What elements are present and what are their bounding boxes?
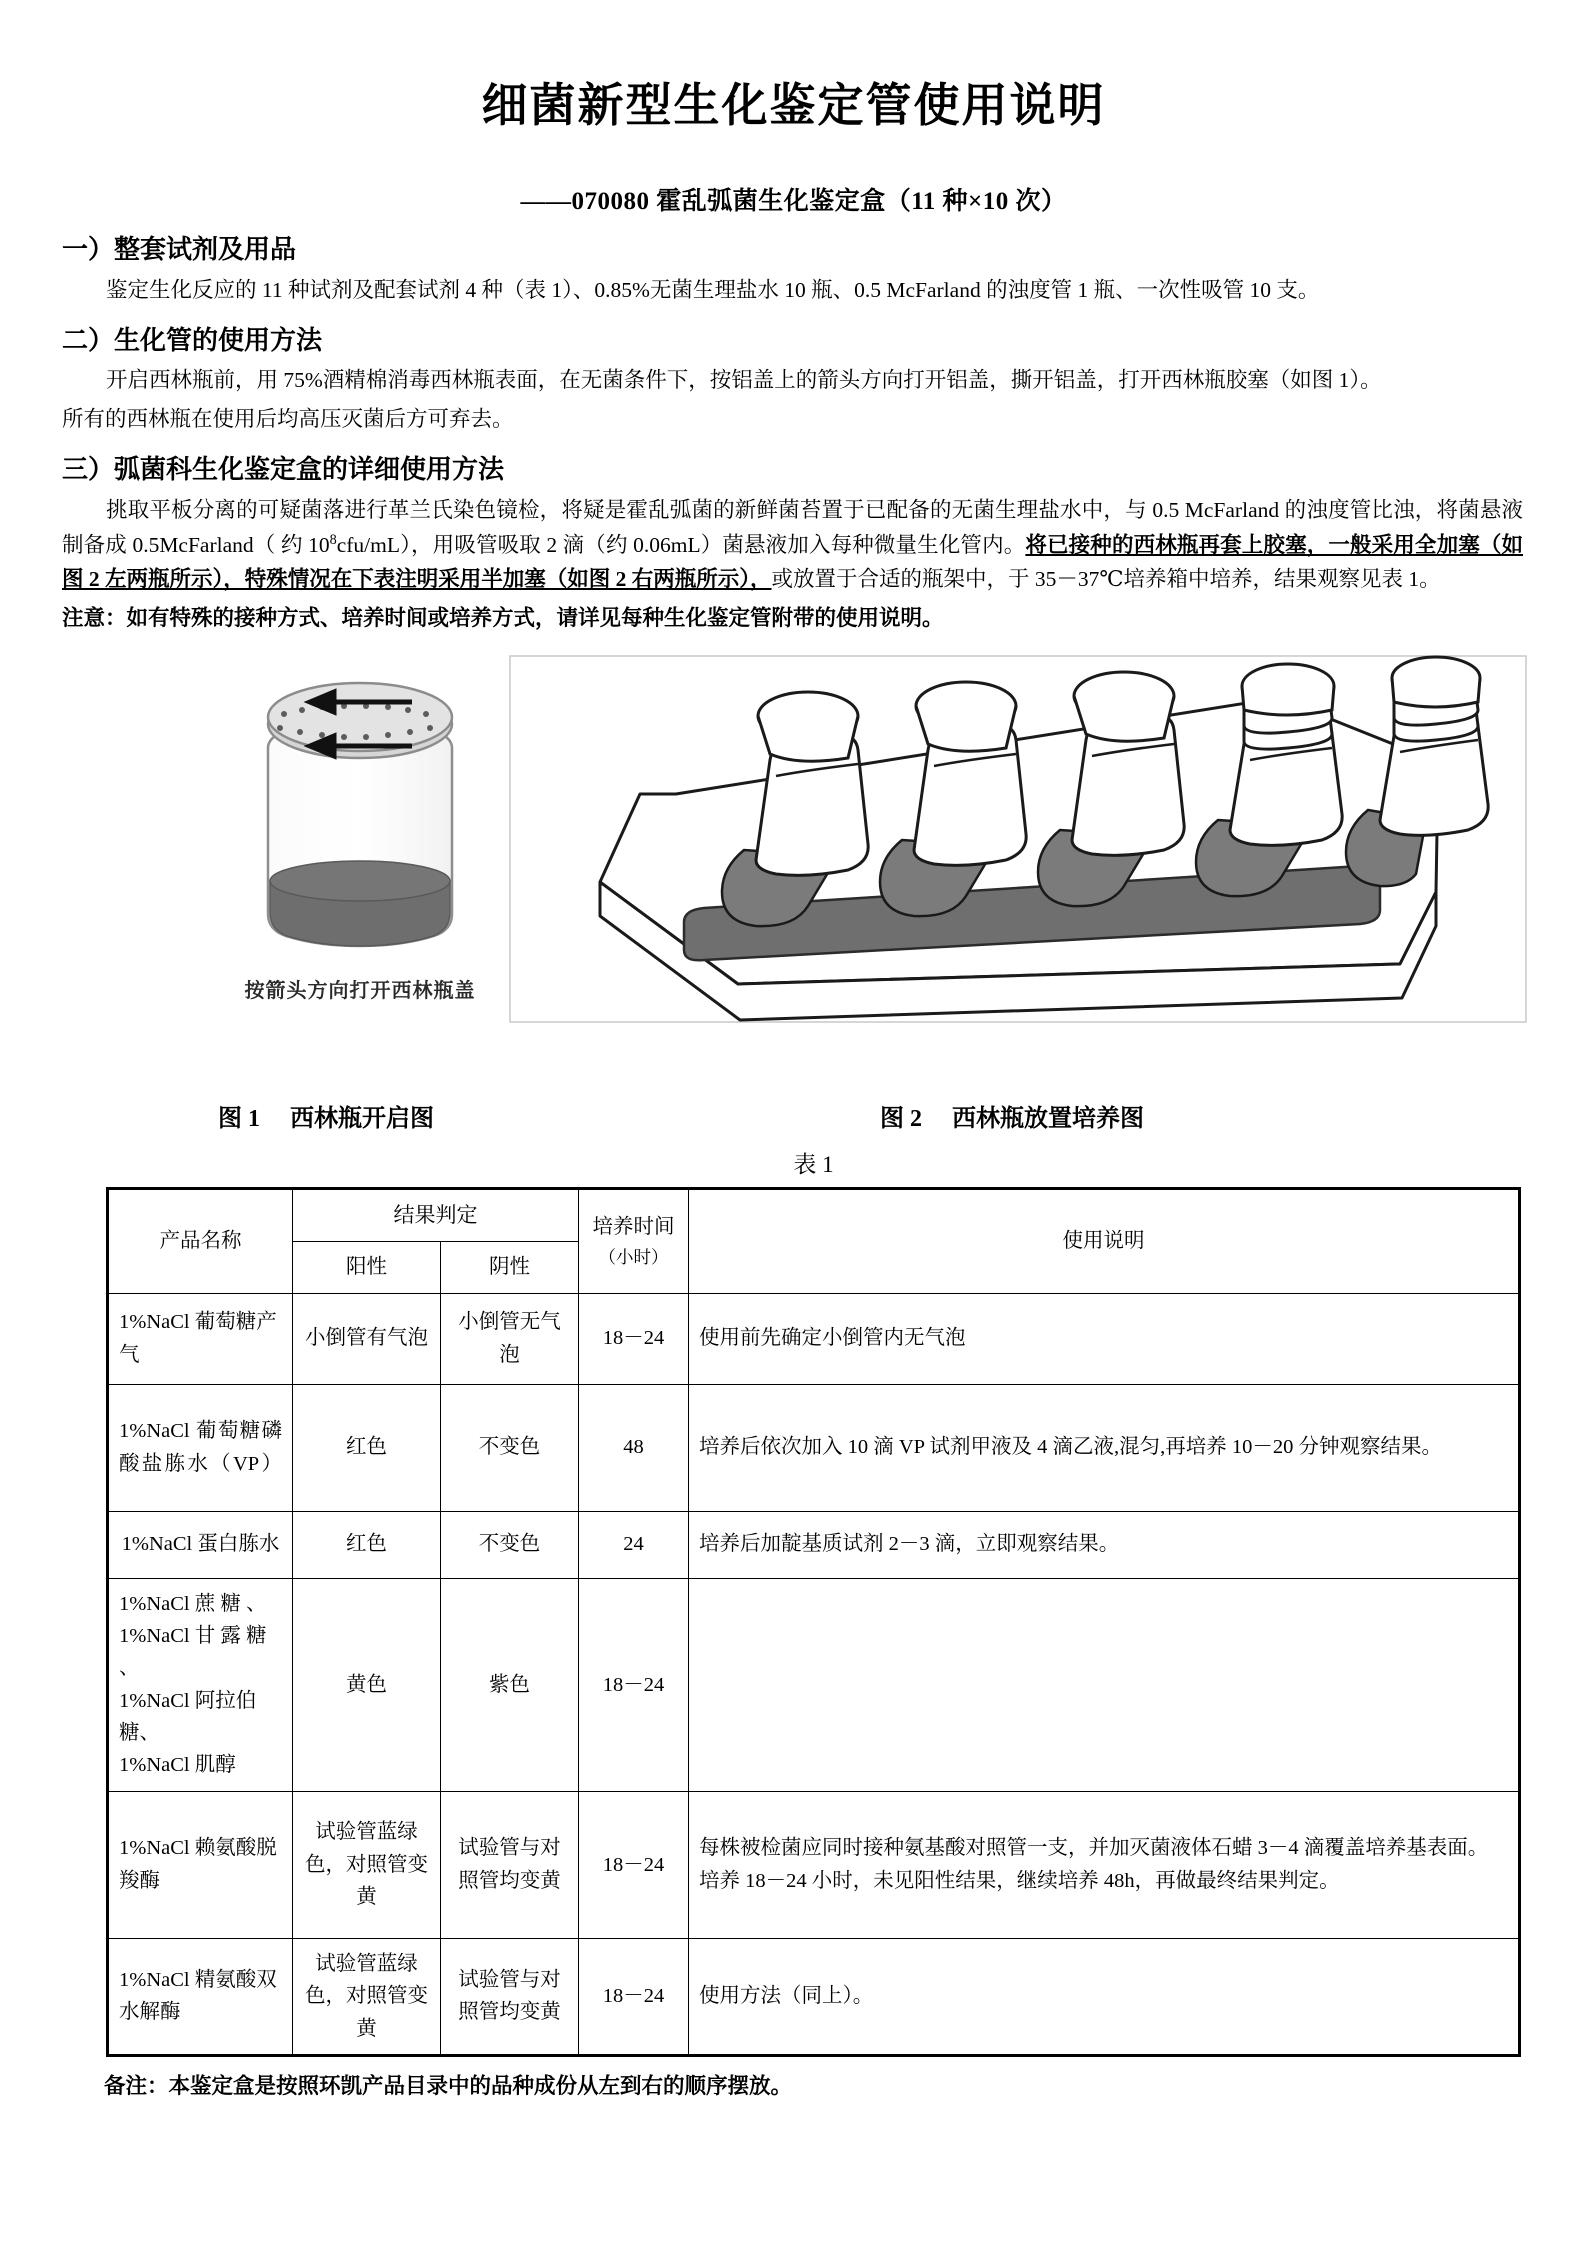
row-3-usage (689, 1578, 1520, 1791)
section-three (0, 437, 1587, 636)
figure-2 (508, 654, 1528, 1029)
header-culture-time-unit: （小时） (598, 1246, 669, 1267)
vial-full-stopper-3 (1072, 672, 1184, 855)
row-4-negative: 试验管与对照管均变黄 (441, 1791, 579, 1938)
section-three-note (62, 597, 1523, 636)
table-container (0, 1179, 1587, 2057)
table-row (108, 1384, 1520, 1511)
header-result-judgement: 结果判定 (293, 1189, 579, 1242)
row-1-negative: 不变色 (441, 1384, 579, 1511)
vial-rack-illustration (508, 654, 1528, 1024)
page-title: 细菌新型生化鉴定管使用说明 (481, 79, 1106, 131)
row-3-positive: 黄色 (293, 1578, 441, 1791)
vial-full-stopper-1 (756, 692, 868, 875)
row-3-negative: 紫色 (441, 1578, 579, 1791)
row-0-positive: 小倒管有气泡 (293, 1293, 441, 1384)
figure-2-caption-number: 图 2 (880, 1106, 922, 1133)
note-text: 如有特殊的接种方式、培养时间或培养方式，请详见每种生化鉴定管附带的使用说明。 (126, 606, 944, 631)
header-culture-time (579, 1189, 689, 1294)
vial-opening-illustration (150, 662, 570, 972)
section-three-para-underlined: 将已接种的西林瓶再套上胶塞，一般采用全加塞（如图 2 左两瓶所示），特殊情况在下表注明采用半加塞（如图 2 右两瓶所示）， (62, 532, 1523, 592)
row-1-product: 1%NaCl 葡萄糖磷酸盐胨水（VP） (108, 1384, 293, 1511)
footnote-text: 本鉴定盒是按照环凯产品目录中的品种成份从左到右的顺序摆放。 (168, 2073, 793, 2098)
row-4-positive: 试验管蓝绿色，对照管变黄 (293, 1791, 441, 1938)
row-2-time: 24 (579, 1511, 689, 1578)
row-5-positive: 试验管蓝绿色，对照管变黄 (293, 1938, 441, 2055)
figure-1-caption-number: 图 1 (218, 1106, 260, 1133)
row-1-positive: 红色 (293, 1384, 441, 1511)
row-4-usage: 每株被检菌应同时接种氨基酸对照管一支，并加灭菌液体石蜡 3－4 滴覆盖培养基表面。培养 18－24 小时，未见阳性结果，继续培养 48h，再做最终结果判定。 (689, 1791, 1520, 1938)
table-body (108, 1293, 1520, 2055)
section-two-heading: 二）生化管的使用方法 (62, 325, 323, 355)
figure-2-caption (880, 1098, 1144, 1133)
table-head (108, 1189, 1520, 1294)
row-3-product-line-1: 1%NaCl 甘 露 糖 、 (119, 1624, 267, 1680)
row-3-product-line-0: 1%NaCl 蔗 糖 、 (119, 1592, 267, 1615)
header-product-name: 产品名称 (108, 1189, 293, 1294)
table-label: 表 1 (793, 1152, 834, 1178)
figure-1-caption (218, 1098, 434, 1133)
section-one-body: 鉴定生化反应的 11 种试剂及配套试剂 4 种（表 1）、0.85%无菌生理盐水 10 瓶、0.5 McFarland 的浊度管 1 瓶、一次性吸管 10 支。 (106, 277, 1320, 302)
section-three-para-part1: 挑取平板分离的可疑菌落进行革兰氏染色镜检，将疑是霍乱弧菌的新鲜菌苔置于已配备的无菌生理盐水中，与 0.5 McFarland 的浊度管比浊，将菌悬液制备成 0.5McFarland（ 约 10 (62, 497, 1523, 557)
section-three-heading: 三）弧菌科生化鉴定盒的详细使用方法 (62, 455, 505, 485)
section-two-body-line2: 所有的西林瓶在使用后均高压灭菌后方可弃去。 (62, 407, 514, 432)
row-0-negative: 小倒管无气泡 (441, 1293, 579, 1384)
header-usage-instructions: 使用说明 (689, 1189, 1520, 1294)
figure-1-caption-text: 西林瓶开启图 (290, 1106, 434, 1133)
section-three-para-superscript: 8 (329, 531, 337, 548)
row-4-product: 1%NaCl 赖氨酸脱羧酶 (108, 1791, 293, 1938)
row-0-usage: 使用前先确定小倒管内无气泡 (689, 1293, 1520, 1384)
row-3-product-line-3: 1%NaCl 肌醇 (119, 1754, 236, 1777)
table-row (108, 1578, 1520, 1791)
figure-2-caption-text: 西林瓶放置培养图 (952, 1106, 1144, 1133)
row-2-product: 1%NaCl 蛋白胨水 (108, 1511, 293, 1578)
table-row (108, 1938, 1520, 2055)
note-label: 注意： (62, 606, 127, 631)
section-one-heading: 一）整套试剂及用品 (62, 235, 297, 265)
header-negative: 阴性 (441, 1242, 579, 1293)
row-5-negative: 试验管与对照管均变黄 (441, 1938, 579, 2055)
row-1-usage: 培养后依次加入 10 滴 VP 试剂甲液及 4 滴乙液,混匀,再培养 10－20 分钟观察结果。 (689, 1384, 1520, 1511)
table-footnote (0, 2057, 1587, 2100)
vial-full-stopper-2 (914, 682, 1026, 865)
table-row (108, 1791, 1520, 1938)
footnote-label: 备注： (104, 2073, 169, 2098)
figures-area (0, 662, 1587, 1092)
row-5-time: 18－24 (579, 1938, 689, 2055)
table-row (108, 1293, 1520, 1384)
document-subtitle: ——070080 霍乱弧菌生化鉴定盒（11 种×10 次） (520, 188, 1067, 216)
figure-captions (0, 1098, 1587, 1144)
section-three-para-part3: 或放置于合适的瓶架中，于 35－37℃培养箱中培养，结果观察见表 1。 (771, 567, 1441, 592)
vial-half-stopper-1 (1230, 664, 1342, 845)
header-culture-time-main: 培养时间 (592, 1216, 675, 1239)
row-5-product: 1%NaCl 精氨酸双水解酶 (108, 1938, 293, 2055)
section-three-paragraph (62, 489, 1523, 597)
vial-half-stopper-2 (1380, 657, 1488, 835)
row-1-time: 48 (579, 1384, 689, 1511)
row-0-product: 1%NaCl 葡萄糖产气 (108, 1293, 293, 1384)
figure-1 (150, 662, 570, 1003)
row-2-usage: 培养后加靛基质试剂 2－3 滴，立即观察结果。 (689, 1511, 1520, 1578)
identification-table (106, 1187, 1521, 2057)
row-0-time: 18－24 (579, 1293, 689, 1384)
section-three-para-part2: cfu/mL），用吸管吸取 2 滴（约 0.06mL）菌悬液加入每种微量生化管内。 (336, 532, 1026, 557)
section-two (0, 308, 1587, 437)
table-header-row-1 (108, 1189, 1520, 1242)
header-positive: 阳性 (293, 1242, 441, 1293)
vial-icon (150, 662, 570, 972)
row-2-positive: 红色 (293, 1511, 441, 1578)
row-3-product (108, 1578, 293, 1791)
row-2-negative: 不变色 (441, 1511, 579, 1578)
table-row (108, 1511, 1520, 1578)
section-two-body-line1: 开启西林瓶前，用 75%酒精棉消毒西林瓶表面，在无菌条件下，按铝盖上的箭头方向打开铝盖，撕开铝盖，打开西林瓶胶塞（如图 1）。 (106, 368, 1382, 393)
row-3-product-line-2: 1%NaCl 阿拉伯糖、 (119, 1689, 257, 1745)
row-4-time: 18－24 (579, 1791, 689, 1938)
row-5-usage: 使用方法（同上）。 (689, 1938, 1520, 2055)
section-one (0, 217, 1587, 308)
row-3-time: 18－24 (579, 1578, 689, 1791)
figure-1-inner-label: 按箭头方向打开西林瓶盖 (244, 980, 476, 1003)
